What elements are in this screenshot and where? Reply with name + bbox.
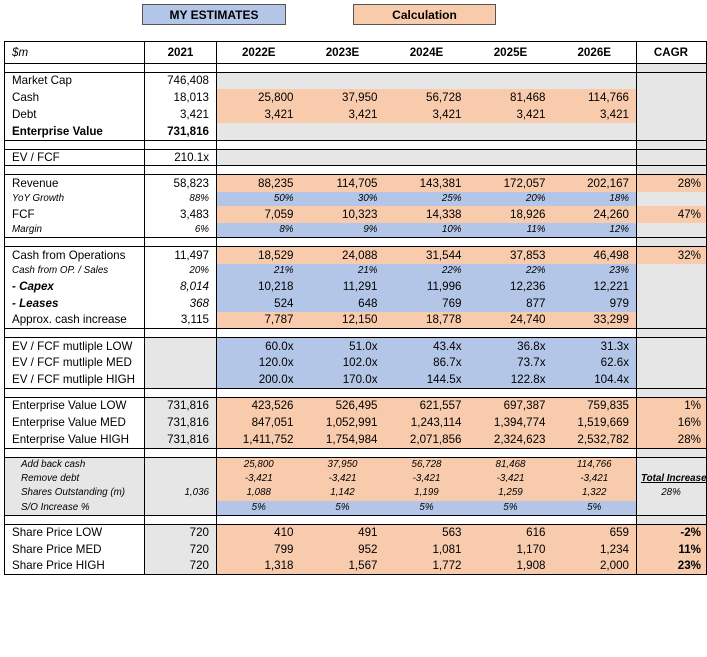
row-label: Debt xyxy=(5,106,145,123)
table-row: - Leases 368 524 648 769 877 979 xyxy=(5,295,707,312)
row-label: Margin xyxy=(5,223,145,238)
row-label: Market Cap xyxy=(5,73,145,90)
row-label: Enterprise Value LOW xyxy=(5,397,145,414)
header-2022e: 2022E xyxy=(217,42,301,64)
table-row: Shares Outstanding (m) 1,036 1,088 1,142 1,199 1,259 1,322 28% xyxy=(5,486,707,501)
row-label: Share Price LOW xyxy=(5,524,145,541)
row-label: YoY Growth xyxy=(5,192,145,207)
table-row: EV / FCF mutliple MED 120.0x 102.0x 86.7x 73.7x 62.6x xyxy=(5,355,707,372)
row-label: Cash xyxy=(5,89,145,106)
row-label: FCF xyxy=(5,206,145,223)
table-row: Cash from OP. / Sales 20% 21% 21% 22% 22% 23% xyxy=(5,264,707,279)
row-label: EV / FCF mutliple LOW xyxy=(5,338,145,355)
row-label: Share Price HIGH xyxy=(5,558,145,575)
row-label: Cash from Operations xyxy=(5,247,145,264)
table-row: EV / FCF 210.1x xyxy=(5,149,707,166)
table-row: Enterprise Value HIGH 731,816 1,411,752 1,754,984 2,071,856 2,324,623 2,532,782 28% xyxy=(5,431,707,448)
header-2021: 2021 xyxy=(145,42,217,64)
table-row: Add back cash 25,800 37,950 56,728 81,468 114,766 xyxy=(5,457,707,472)
table-row: Share Price LOW 720 410 491 563 616 659 -2% xyxy=(5,524,707,541)
header-2024e: 2024E xyxy=(385,42,469,64)
row-label: Add back cash xyxy=(5,457,145,472)
table-row: Share Price MED 720 799 952 1,081 1,170 1,234 11% xyxy=(5,541,707,558)
row-label: Shares Outstanding (m) xyxy=(5,486,145,501)
valuation-table xyxy=(4,41,707,575)
header-cagr: CAGR xyxy=(637,42,707,64)
legend-my-estimates: MY ESTIMATES xyxy=(142,4,286,25)
table-row: Enterprise Value LOW 731,816 423,526 526,495 621,557 697,387 759,835 1% xyxy=(5,397,707,414)
table-row: Revenue 58,823 88,235 114,705 143,381 172,057 202,167 28% xyxy=(5,175,707,192)
row-label: Share Price MED xyxy=(5,541,145,558)
table-row: Share Price HIGH 720 1,318 1,567 1,772 1,908 2,000 23% xyxy=(5,558,707,575)
table-row: Enterprise Value 731,816 xyxy=(5,123,707,140)
table-row: EV / FCF mutliple HIGH 200.0x 170.0x 144.5x 122.8x 104.4x xyxy=(5,372,707,389)
table-row: - Capex 8,014 10,218 11,291 11,996 12,236 12,221 xyxy=(5,278,707,295)
table-row: YoY Growth 88% 50% 30% 25% 20% 18% xyxy=(5,192,707,207)
row-label: Revenue xyxy=(5,175,145,192)
row-label: EV / FCF mutliple HIGH xyxy=(5,372,145,389)
row-label: Enterprise Value MED xyxy=(5,414,145,431)
row-label: Remove debt xyxy=(5,472,145,487)
table-row: Cash 18,013 25,800 37,950 56,728 81,468 114,766 xyxy=(5,89,707,106)
table-row: Margin 6% 8% 9% 10% 11% 12% xyxy=(5,223,707,238)
header-2025e: 2025E xyxy=(469,42,553,64)
table-row: Remove debt -3,421 -3,421 -3,421 -3,421 -3,421 Total Increase xyxy=(5,472,707,487)
row-label: EV / FCF xyxy=(5,149,145,166)
table-row: EV / FCF mutliple LOW 60.0x 51.0x 43.4x 36.8x 31.3x xyxy=(5,338,707,355)
row-label: Approx. cash increase xyxy=(5,312,145,329)
row-label: Enterprise Value HIGH xyxy=(5,431,145,448)
legend-calculation: Calculation xyxy=(353,4,496,25)
row-label: EV / FCF mutliple MED xyxy=(5,355,145,372)
table-row: Market Cap 746,408 xyxy=(5,73,707,90)
table-row: S/O Increase % 5% 5% 5% 5% 5% xyxy=(5,501,707,516)
table-row: FCF 3,483 7,059 10,323 14,338 18,926 24,260 47% xyxy=(5,206,707,223)
header-unit: $m xyxy=(5,42,145,64)
table-row: Debt 3,421 3,421 3,421 3,421 3,421 3,421 xyxy=(5,106,707,123)
header-row xyxy=(5,42,707,64)
header-2023e: 2023E xyxy=(301,42,385,64)
total-increase-label: Total Increase xyxy=(637,472,707,487)
row-label: S/O Increase % xyxy=(5,501,145,516)
row-label: - Capex xyxy=(5,278,145,295)
header-2026e: 2026E xyxy=(553,42,637,64)
row-label: - Leases xyxy=(5,295,145,312)
table-row: Approx. cash increase 3,115 7,787 12,150 18,778 24,740 33,299 xyxy=(5,312,707,329)
row-label: Enterprise Value xyxy=(5,123,145,140)
table-row: Enterprise Value MED 731,816 847,051 1,052,991 1,243,114 1,394,774 1,519,669 16% xyxy=(5,414,707,431)
row-label: Cash from OP. / Sales xyxy=(5,264,145,279)
table-row: Cash from Operations 11,497 18,529 24,088 31,544 37,853 46,498 32% xyxy=(5,247,707,264)
